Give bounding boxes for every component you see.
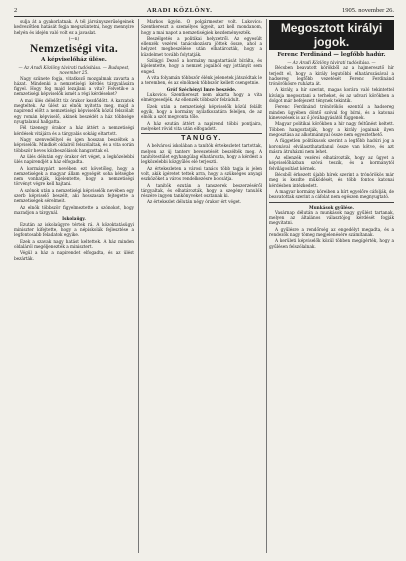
- newspaper-title: ARADI KÖZLÖNY.: [146, 7, 213, 14]
- article-paragraph: Markos ügyén. Ő polgármester volt. Lukovics: Szentkereszt a személyes ügyeit, azt kell mondanom, hogy a mai napot a nemzetiségiek kezdeményezték.: [141, 19, 262, 35]
- article-subheadline: Ferenc Ferdinánd — legfőbb hadúr.: [277, 52, 386, 58]
- column-2: [141, 19, 262, 553]
- notice-paragraph: Ezek után a nemzetiségi képviselők közül felállt egyik, hogy a kormány nyilatkozatára feleljen, de az elnök a szót megvonta tőle.: [141, 103, 262, 120]
- article-paragraph: Ezek a szavak nagy hatást keltettek. A ház minden oldaláról megéljenezték a minisztert.: [14, 238, 134, 249]
- column-3: [269, 19, 394, 553]
- notice-paragraph: A gyűlésre a rendőrség az engedélyt megadta, és a rendezők nagy tömeg megjelenésére számítanak.: [269, 226, 394, 237]
- notice-title: Gróf Széchényi Imre beszéde.: [166, 86, 237, 92]
- article-paragraph: A független politikusok szerint a legfőbb hadúri jog a koronával elválaszthatatlanul össze van kötve, és azt másra átruházni nem lehet.: [269, 138, 394, 154]
- section-divider: [141, 133, 262, 134]
- article-paragraph: Beszélgetés a politikai helyzetről. Az egyesült ellenzék vezérei tanácskozásra jöttek össze, ahol a helyzet megbeszélése után elhatározták, hogy a küzdelmet tovább folytatják.: [141, 35, 262, 57]
- article-paragraph: Az ellenzék vezérei elhatározták, hogy az ügyet a képviselőházban szóvá teszik, és a kormánytól felvilágosítást kérnek.: [269, 155, 394, 171]
- article-paragraph: A magyar kormány köreiben a hírt egyelőre cáfolják, de beavatottak szerint a cáfolat nem egészen megnyugtató.: [269, 189, 394, 200]
- section-title: TANÜGY.: [181, 135, 222, 143]
- notice-paragraph: Lukovics: Szentkereszt nem akarta hogy a vita elmérgesedjék. Az ellenzék többször felzúdult.: [141, 92, 262, 103]
- article-headline: Megosztott királyi jogok.: [269, 20, 394, 50]
- article-paragraph: A vita folyamán többször élénk jelenetek játszódtak le a teremben, és az elnöknek többször kellett csengetnie.: [141, 75, 262, 86]
- section-paragraph: Az értekezleten a városi tanács több tagja is jelen volt, akik ígéretet tettek arra, hogy a szükséges anyagi eszközöket a város rendelkezésre bocsátja.: [141, 165, 262, 182]
- section-paragraph: Az értekezlet délután négy órakor ért véget.: [147, 199, 242, 205]
- article-dateline: — Az Aradi Közlöny távirati tudósítása. —: [287, 60, 376, 65]
- article-paragraph: Bécsből érkezett újabb hírek szerint a trónörökös már meg is kezdte működését, és több fontos katonai kérdésben intézkedett.: [269, 172, 394, 188]
- column-divider: [266, 19, 267, 553]
- issue-date: 1905. november 26.: [342, 7, 394, 14]
- article-paragraph: Végül a ház a napirendet elfogadta, és az ülést bezárták.: [14, 250, 134, 261]
- author-signature: (—n): [68, 35, 80, 41]
- page-number: 2: [14, 7, 18, 14]
- article-paragraph: A szónok után a nemzetiségi képviselők nevében egy szerb képviselő beszélt, aki hosszasan fejtegette a nemzetiségek sérelmeit.: [14, 187, 134, 204]
- column-divider: [138, 19, 139, 553]
- article-paragraph: Szilágyi Dezső a kormány magatartását bírálta, és kijelentette, hogy a nemzet jogaiból egy jottányit sem enged.: [141, 58, 262, 74]
- article-dateline: — Az Aradi Közlöny távirati tudósítása. — Budapest, november 25.: [18, 65, 130, 76]
- article-paragraph: Nagy szünete fogja, vitatkoző mozgalmak zavarta a házat. Mindenki a nemzetiségi kérdés tárgyalására figyel. Hogy fog majd lezajlani a vita? Felvetik-e a nemzetiségi képviselők ismét a régi kérdéseket?: [14, 75, 134, 97]
- page-header: [14, 5, 394, 16]
- article-paragraph: Fél tizenegy órakor a ház áttért a nemzetiségi kérdések vitájára és a tárgyalás sokáig eltartott.: [14, 125, 134, 136]
- notice-paragraph: Vasárnap délután a munkások nagy gyűlést tartanak, melyen az általános választójog kérdését fogják megvitatni.: [269, 209, 394, 226]
- article-subheadline: A képviselőház ülése.: [41, 57, 107, 64]
- article-paragraph: A kormánypárt nevében ezt követőleg, hogy a nemzetiségek a magyar állam egységét soha kétségbe nem vonhatják, kijelentette, hogy a nemzetiségi törvényt végre kell hajtani.: [14, 165, 134, 187]
- notice-paragraph: A ház ezután áttért a napirend többi pontjaira, melyeket rövid vita után elfogadott.: [141, 120, 262, 131]
- article-headline: Nemzetiségi vita.: [29, 43, 119, 56]
- article-paragraph: A király, a hír szerint, magas korára való tekintettel kívánja megosztani a terheket, és az udvari körökben a dolgot már befejezett ténynek tekintik.: [269, 87, 394, 103]
- notice-title: Munkások gyűlése.: [309, 204, 354, 210]
- subsection-title: Iskolaügy.: [62, 216, 86, 222]
- article-paragraph: A mai ülés délelőtt tíz órakor kezdődött. A karzatok megteltek. Az ülést az elnök nyitotta meg, majd a napirend előtt a nemzetiségi képviselők közül felszólalt egy román képviselő, akinek beszédét a ház többsége nyugtalanul hallgatta.: [14, 97, 134, 124]
- article-paragraph: Bécsben beavatott körökből az a hajmeresztő hír terjedt el, hogy a király legutóbbi elhatározásával a hadsereg legfőbb vezetését Ferenc Ferdinánd trónörökösre ruházta át.: [269, 65, 394, 86]
- article-paragraph: Ezután az iskolaügyre tértek rá. A közoktatásügyi miniszter kifejtette, hogy a népiskolák fejlesztése a legfontosabb feladatok egyike.: [14, 221, 134, 238]
- column-1: [14, 19, 134, 553]
- article-paragraph: Magyar politikai körökben a hír nagy feltűnést keltett. Többen hangoztatják, hogy a király jogainak ilyen megosztása az alkotmánnyal össze nem egyeztethető.: [269, 121, 394, 137]
- article-paragraph: Nagy szenvedéllyel és igen hosszan beszéltek a képviselők. Mindkét oldalról felszólaltak, és a vita során többször heves közbeszólások hangzottak el.: [14, 137, 134, 153]
- section-paragraph: A belvárosi iskolában a tanítók értekezletet tartottak, melyen az új tanterv bevezetését beszélték meg. A tanítótestület egyhangúlag elhatározta, hogy a kérdést a legközelebbi közgyűlés elé terjeszti.: [141, 143, 262, 165]
- article-paragraph: Az ülés délután egy órakor ért véget, a legközelebbi ülés napirendjét a ház elfogadta.: [14, 153, 134, 165]
- lead-in-paragraph: sulja át a gyakorlatnak. A tél járványszerűségeinek kedvezőtlen hatását fogja megszüntetni, hogy mennyire helyén és idején való volt ez a javaslat.: [14, 19, 134, 35]
- notice-paragraph: A kerületi képviselők közül többen megígérték, hogy a gyűlésen felszólalnak.: [269, 238, 394, 249]
- header-rule: [14, 16, 394, 17]
- article-paragraph: Ferenc Ferdinánd trónörökös ezentúl a hadsereg minden ügyében döntő szóval fog bírni, és a katonai kinevezések is az ő jóváhagyásától függenek.: [269, 104, 394, 120]
- article-paragraph: Az elnök többször figyelmeztette a szónokot, hogy maradjon a tárgynál.: [14, 204, 134, 215]
- section-paragraph: A tanítók ezután a tanszerek beszerzéséről tárgyaltak, és elhatározták, hogy a szegény tanulók részére ingyen tankönyveket osztanak ki.: [141, 182, 262, 198]
- section-divider: [269, 202, 394, 203]
